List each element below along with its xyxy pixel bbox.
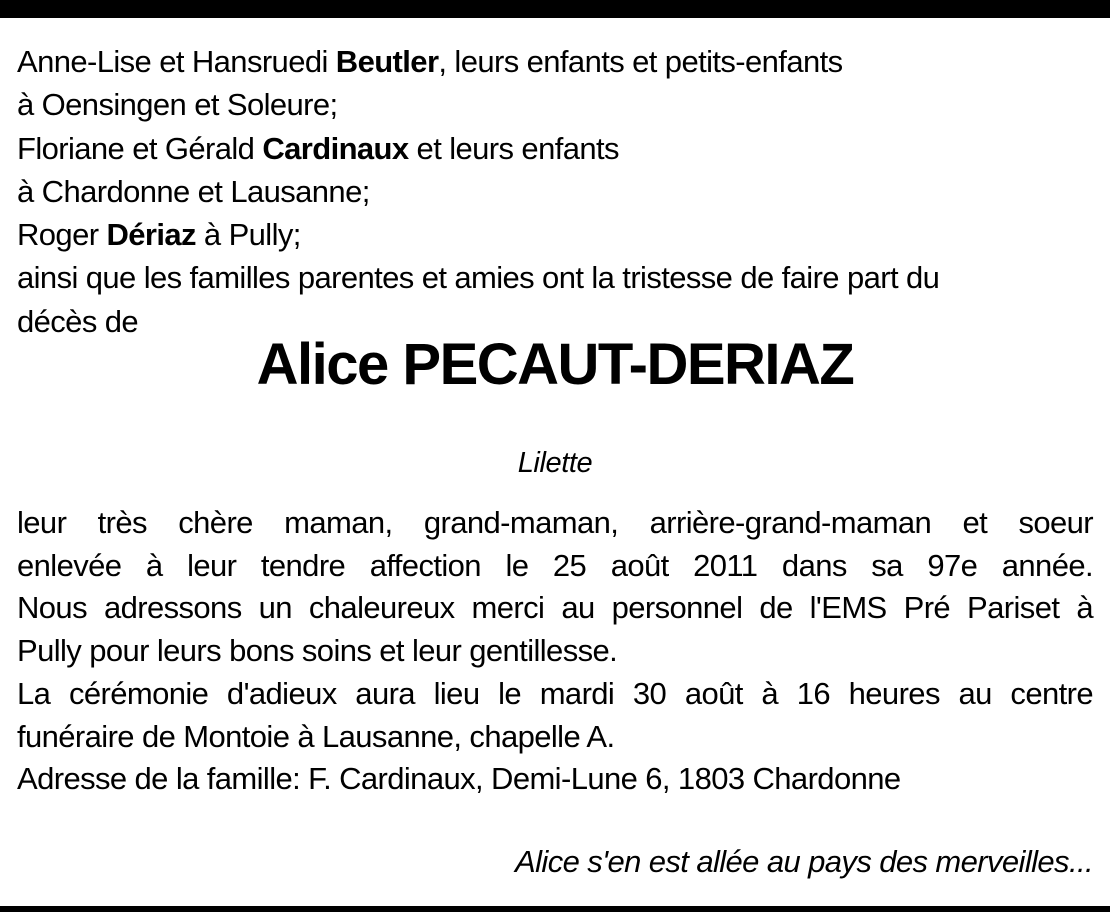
body-block <box>17 502 1093 801</box>
top-rule <box>0 0 1110 18</box>
body-line: Adresse de la famille: F. Cardinaux, Demi-Lune 6, 1803 Chardonne <box>17 761 901 797</box>
deceased-name: Alice PECAUT-DERIAZ <box>256 332 854 397</box>
intro-line: Anne-Lise et Hansruedi Beutler, leurs enfants et petits-enfants <box>17 44 843 79</box>
body-line: leur très chère maman, grand-maman, arrière-grand-maman et soeur <box>17 505 1093 540</box>
closing-quote: Alice s'en est allée au pays des merveilles... <box>515 844 1093 879</box>
intro-block <box>17 40 1093 343</box>
bottom-rule <box>0 906 1110 912</box>
body-line: Pully pour leurs bons soins et leur gentillesse. <box>17 633 618 669</box>
intro-line: Roger Dériaz à Pully; <box>17 217 301 253</box>
intro-line: à Chardonne et Lausanne; <box>17 173 370 209</box>
body-line: Nous adressons un chaleureux merci au personnel de l'EMS Pré Pariset à <box>17 590 1093 626</box>
body-line: enlevée à leur tendre affection le 25 août 2011 dans sa 97e année. <box>17 547 1093 583</box>
body-line: La cérémonie d'adieux aura lieu le mardi 30 août à 16 heures au centre <box>17 675 1093 711</box>
intro-line: ainsi que les familles parentes et amies ont la tristesse de faire part du <box>17 260 940 296</box>
intro-line: à Oensingen et Soleure; <box>17 87 338 123</box>
body-line: funéraire de Montoie à Lausanne, chapelle A. <box>17 718 615 754</box>
intro-line: décès de <box>17 303 139 339</box>
deceased-nickname: Lilette <box>517 447 593 479</box>
intro-line: Floriane et Gérald Cardinaux et leurs enfants <box>17 130 619 166</box>
